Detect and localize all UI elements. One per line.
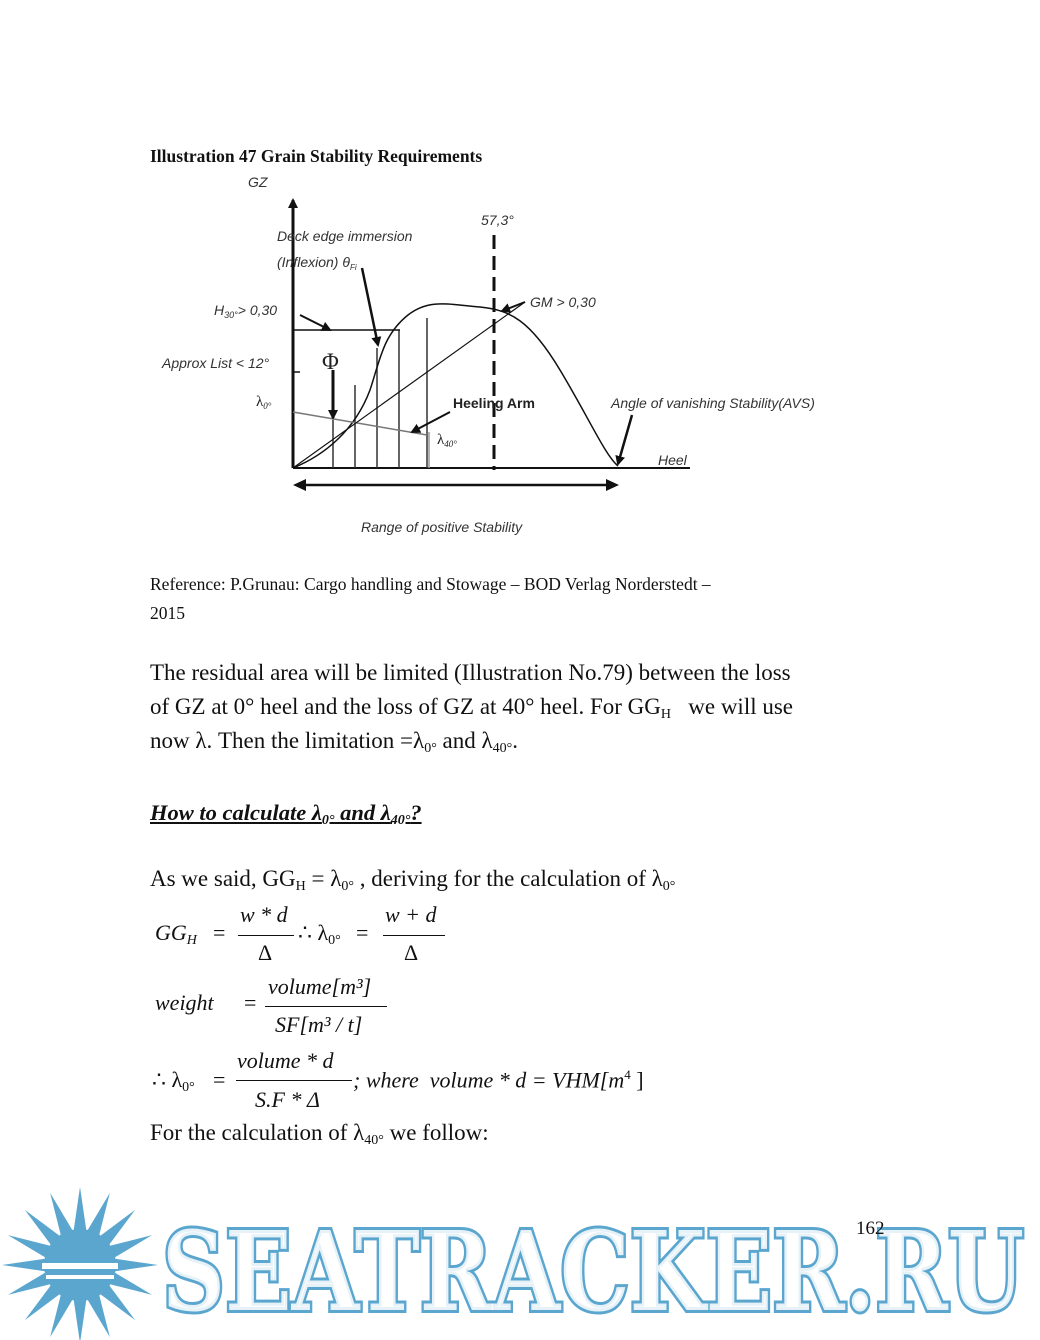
eq3-numerator: volume * d: [237, 1048, 334, 1073]
eq3-where-clause: ; where volume * $d = VHM[m^4$ ]: [353, 1067, 644, 1093]
avs-label: Angle of vanishing Stability(AVS): [611, 395, 815, 411]
eq1-fraction-bar-1: [238, 935, 294, 936]
eq1-numerator-1: w * d: [240, 902, 288, 927]
eq1-denominator-2: Δ: [404, 940, 419, 965]
residual-area-hatching: [333, 318, 429, 468]
paragraph-1-line-1: The residual area will be limited (Illustration No.79) between the loss: [150, 660, 791, 685]
gz-axis-label: GZ: [248, 174, 268, 190]
paragraph-1-line-2: of GZ at 0° heel and the loss of GZ at 40° heel. For $GG_H$ we will use: [150, 694, 794, 722]
eq2-denominator: SF[m³ / t]: [275, 1012, 363, 1037]
eq1-fraction-bar-2: [383, 935, 445, 936]
heeling-arm-label: Heeling Arm: [453, 395, 535, 411]
svg-text:SEATRACKER.RU: SEATRACKER.RU: [162, 1207, 1024, 1336]
watermark-text: SEATRACKER.RU: [162, 1207, 1024, 1336]
eq3-denominator: S.F * Δ: [255, 1087, 320, 1112]
eq1-denominator-1: Δ: [258, 940, 273, 965]
angle-label: 57,3°: [481, 212, 514, 228]
lambda0-label: $\lambda_{0^\circ}$: [256, 394, 272, 411]
heeling-arm-arrow: [412, 412, 450, 432]
reference-line-2: 2015: [150, 603, 185, 623]
phi-label: Φ: [322, 349, 339, 374]
eq1-equals-2: =: [356, 920, 369, 945]
gm-label: GM > 0,30: [530, 294, 596, 310]
h30-label: $H_{30^\circ}> 0,30$: [214, 302, 278, 320]
eq2-equals: =: [244, 990, 257, 1015]
deck-edge-arrow: [362, 268, 378, 345]
deck-edge-label-2: (Inflexion) $\theta_{Fi}$: [277, 254, 357, 272]
grain-stability-diagram: [150, 170, 870, 560]
range-arrow: [293, 479, 619, 491]
eq3-lhs: ∴ $\lambda_{0^\circ}$: [152, 1067, 195, 1095]
approx-list-label: Approx List < 12°: [162, 355, 270, 371]
eq1-lhs: $GG_H$: [155, 920, 197, 948]
lambda40-label: $\lambda_{40^\circ}$: [437, 432, 457, 449]
heel-axis-label: Heel: [658, 452, 687, 468]
gm-tangent-line: [293, 302, 525, 468]
eq3-equals: =: [213, 1067, 226, 1092]
paragraph-2: As we said, $GG_H = \lambda_{0^\circ}$ , deriving for the calculation of $\lambda_{0^\circ}$: [150, 866, 676, 894]
avs-arrow: [618, 415, 632, 464]
eq2-fraction-bar: [265, 1006, 387, 1007]
seatracker-watermark: [0, 1185, 1040, 1340]
deck-edge-label-1: Deck edge immersion: [277, 228, 413, 244]
heeling-arm-line: [293, 412, 427, 435]
eq2-lhs: weight: [155, 990, 214, 1015]
sun-logo-icon: [2, 1187, 158, 1340]
reference-line-1: Reference: P.Grunau: Cargo handling and Stowage – BOD Verlag Norderstedt –: [150, 574, 711, 594]
range-label: Range of positive Stability: [361, 519, 523, 535]
section-heading: How to calculate $\lambda_{0^\circ}$ and $\lambda_{40^\circ}$?: [150, 800, 422, 828]
h30-arrow: [300, 315, 330, 330]
paragraph-1-line-3: now λ. Then the limitation $=\lambda_{0^\circ}$ and $\lambda_{40^\circ}$.: [150, 728, 519, 756]
page-number: 162: [856, 1218, 885, 1239]
eq2-numerator: volume[m³]: [268, 974, 372, 999]
eq1-numerator-2: w + d: [385, 902, 437, 927]
eq1-equals: =: [213, 920, 226, 945]
eq3-fraction-bar: [236, 1080, 352, 1081]
figure-caption: Illustration 47 Grain Stability Requirements: [150, 146, 483, 166]
paragraph-3: For the calculation of $\lambda_{40^\circ}$ we follow:: [150, 1120, 489, 1148]
eq1-therefore: ∴ $\lambda_{0^\circ}$: [298, 920, 341, 948]
